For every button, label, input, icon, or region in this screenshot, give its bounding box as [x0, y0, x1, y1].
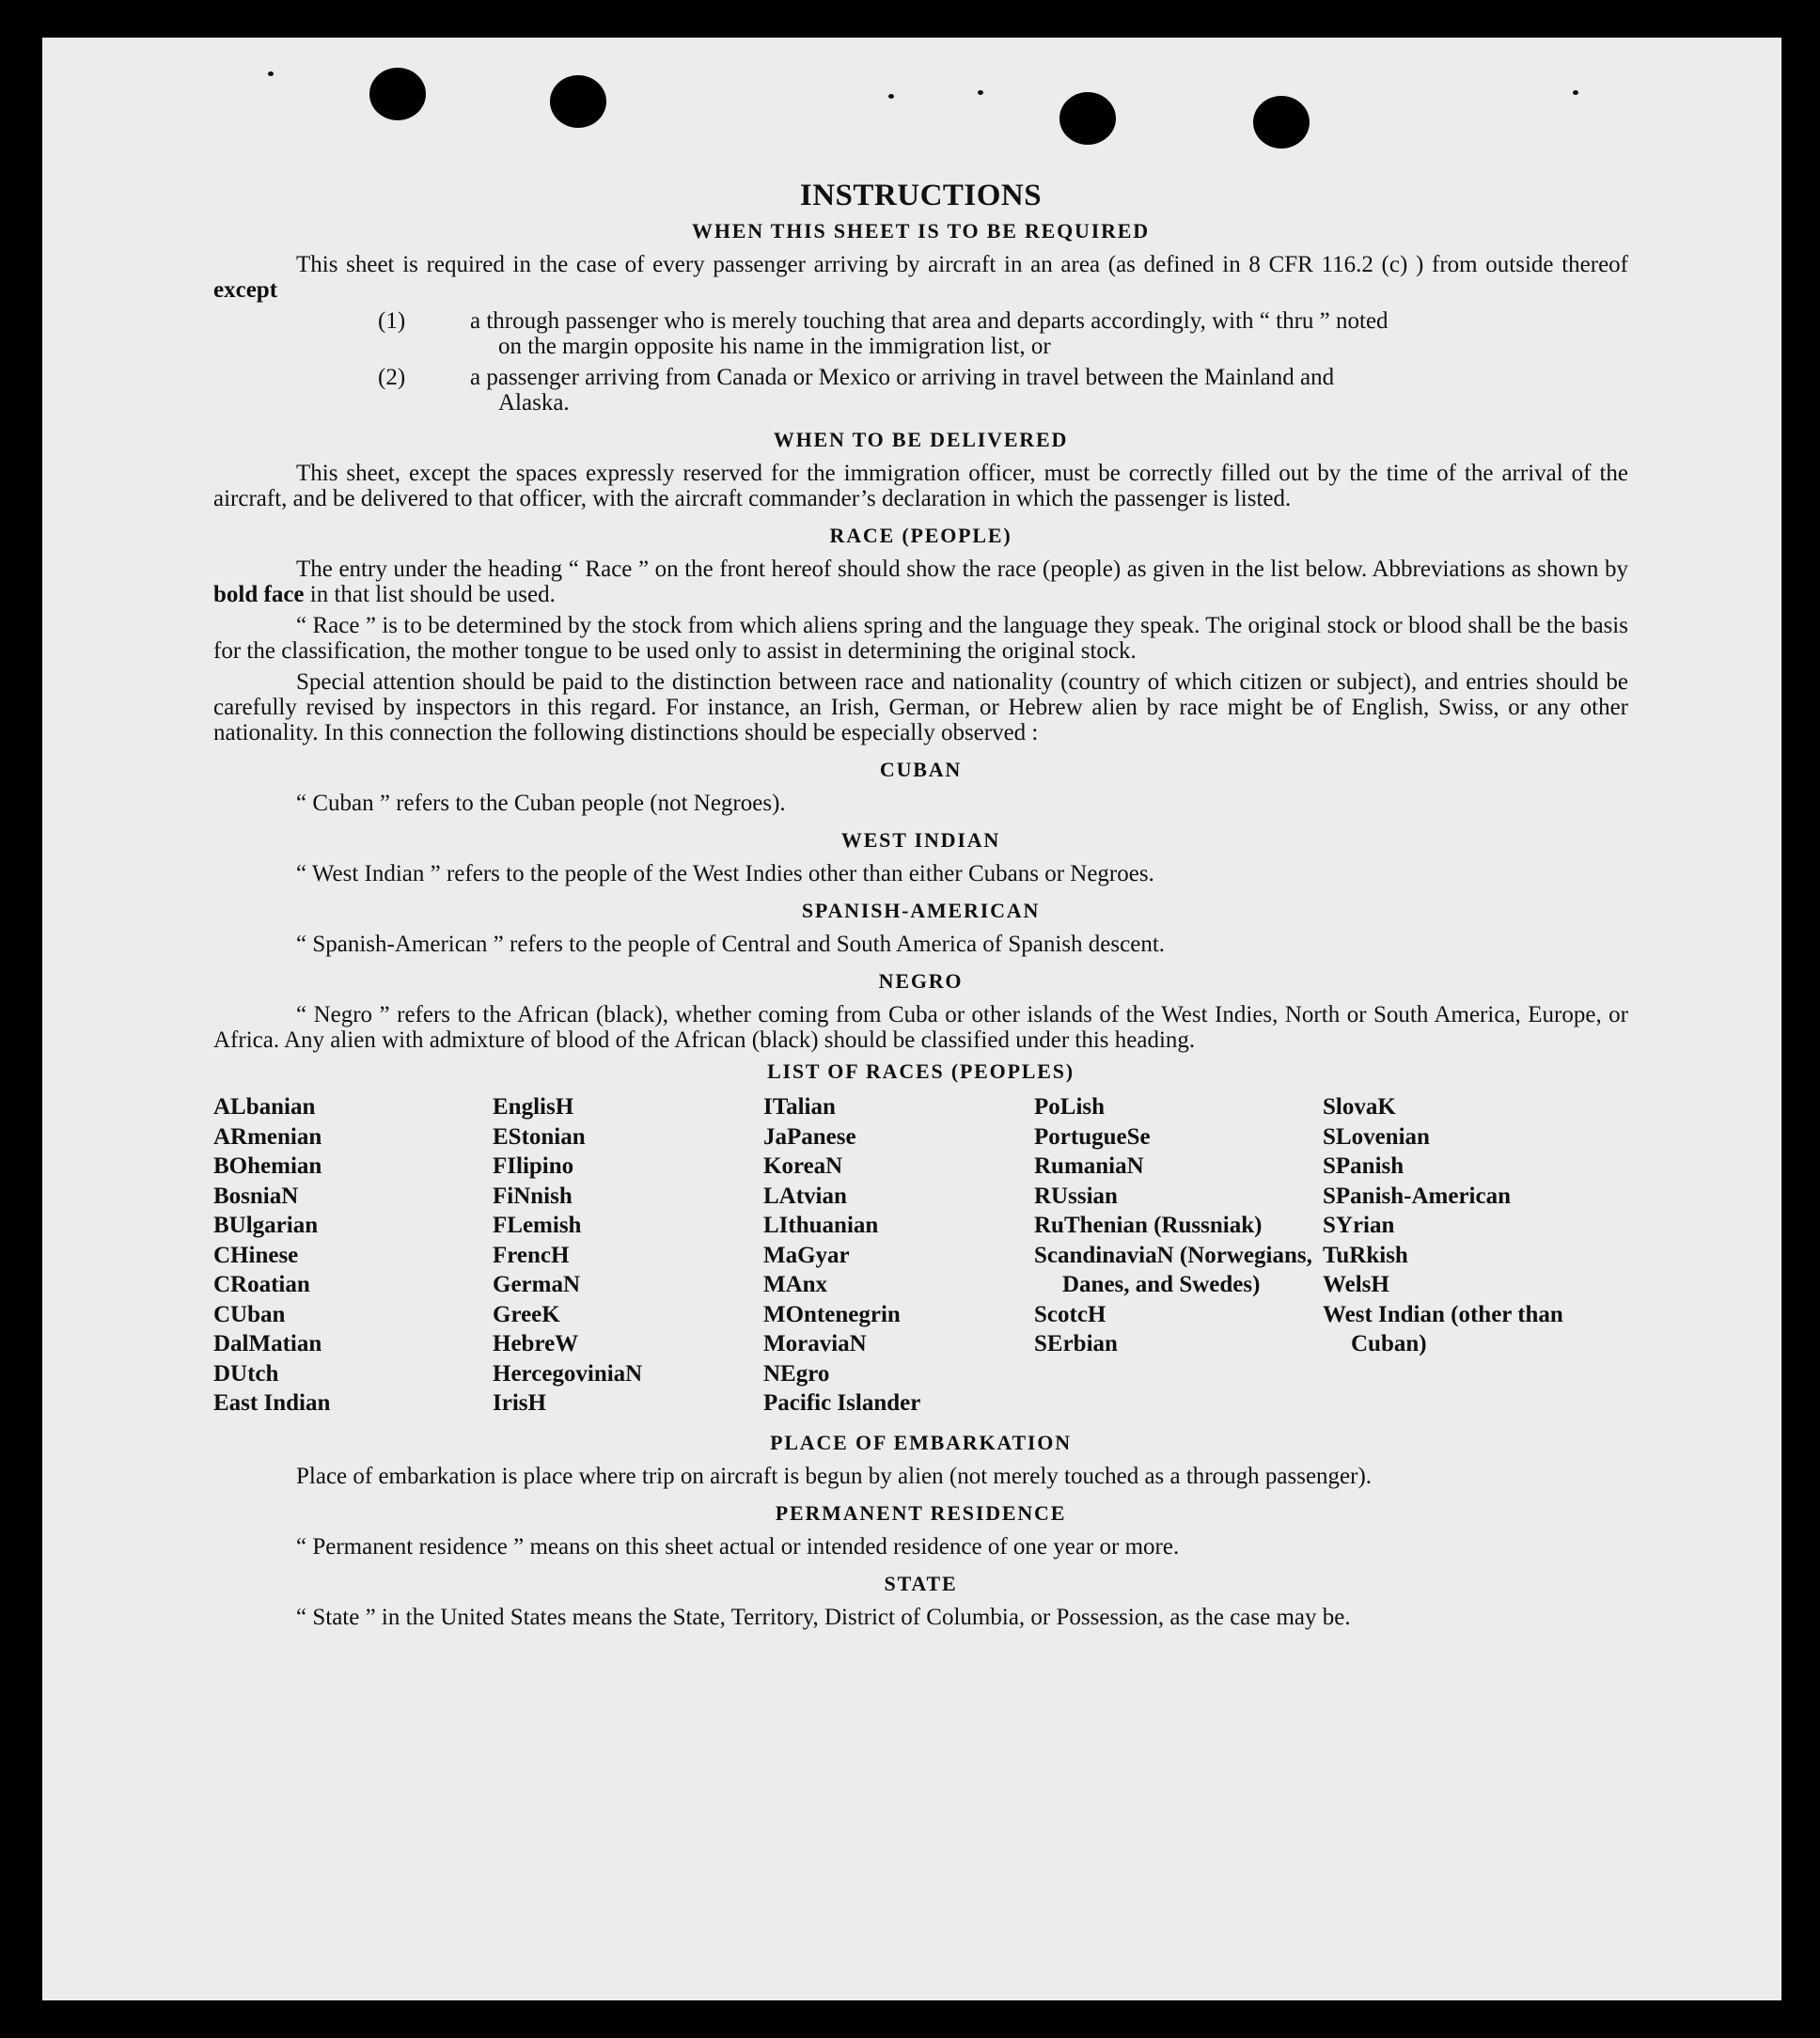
race-entry: HebreW	[493, 1331, 579, 1356]
speck	[1573, 90, 1578, 95]
race-entry: SErbian	[1034, 1331, 1118, 1356]
race-entry: ITalian	[763, 1094, 836, 1120]
race-entry: FIlipino	[493, 1153, 574, 1179]
spanish-american-text: “ Spanish-American ” refers to the people of Central and South America of Spanish descent.	[296, 932, 1166, 957]
race-column-5	[1323, 1092, 1628, 1419]
race-entry: ScotcH	[1034, 1301, 1106, 1327]
race-entry: DalMatian	[213, 1331, 322, 1356]
race-entry: RuThenian (Russniak)	[1034, 1213, 1263, 1238]
west-indian-text: “ West Indian ” refers to the people of the West Indies other than either Cubans or Negroes.	[296, 861, 1154, 886]
race-entry: CHinese	[213, 1242, 299, 1268]
section-heading-race: RACE (PEOPLE)	[829, 524, 1012, 547]
section-heading-negro: NEGRO	[878, 969, 964, 993]
section-heading-spanish-american: SPANISH-AMERICAN	[801, 899, 1041, 922]
race-entry: HercegoviniaN	[493, 1360, 643, 1387]
race-entry: KoreaN	[763, 1153, 843, 1179]
negro-text: “ Negro ” refers to the African (black), whether coming from Cuba or other islands of the West Indies, North or South America, Europe, or Africa. Any alien with admixture of blood of the African (black) should be classified under this heading.	[213, 1002, 1628, 1053]
race-entry: IrisH	[493, 1390, 546, 1416]
race-entry: FLemish	[493, 1213, 582, 1238]
race-entry: EStonian	[493, 1123, 586, 1150]
punch-hole	[369, 68, 426, 120]
race-entry: RUssian	[1034, 1183, 1118, 1209]
race-entry: SYrian	[1323, 1213, 1395, 1238]
required-intro: This sheet is required in the case of every passenger arriving by aircraft in an area (as defined in 8 CFR 116.2 (c) ) from outside thereof except	[213, 252, 1628, 303]
race-entry: RumaniaN	[1034, 1153, 1144, 1179]
cuban-text: “ Cuban ” refers to the Cuban people (not Negroes).	[296, 791, 786, 816]
race-entry: BOhemian	[213, 1153, 322, 1179]
race-list	[213, 1092, 1628, 1419]
race-entry: ALbanian	[213, 1094, 316, 1120]
delivered-text: This sheet, except the spaces expressly reserved for the immigration officer, must be correctly filled out by the time of the arrival of the aircraft, and be delivered to that officer, with the aircraft commander’s declaration in which the passenger is listed.	[213, 461, 1628, 511]
punch-hole	[1253, 96, 1310, 149]
race-entry: LIthuanian	[763, 1213, 879, 1238]
section-heading-embarkation: PLACE OF EMBARKATION	[770, 1430, 1072, 1454]
exception-item-2: (2) a passenger arriving from Canada or Mexico or arriving in travel between the Mainland and Alaska.	[378, 365, 1335, 415]
race-entry: PortugueSe	[1034, 1123, 1151, 1150]
race-entry: DUtch	[213, 1360, 279, 1387]
race-entry: SPanish	[1323, 1153, 1404, 1179]
race-entry: ARmenian	[213, 1123, 322, 1150]
race-paragraph-1: The entry under the heading “ Race ” on the front hereof should show the race (people) as given in the list below. Abbreviations as shown by bold face in that list should be used.	[213, 557, 1628, 607]
race-column-2	[493, 1092, 763, 1419]
race-entry: MaGyar	[763, 1242, 850, 1268]
race-column-3	[763, 1092, 1034, 1419]
speck	[888, 94, 894, 99]
race-entry: MOntenegrin	[763, 1301, 901, 1327]
race-entry: CRoatian	[213, 1272, 310, 1297]
speck	[268, 71, 274, 76]
section-heading-delivered: WHEN TO BE DELIVERED	[773, 428, 1069, 451]
race-entry: NEgro	[763, 1360, 830, 1387]
race-entry: BUlgarian	[213, 1213, 319, 1238]
document-page	[42, 38, 1781, 2000]
residence-text: “ Permanent residence ” means on this sheet actual or intended residence of one year or more.	[296, 1533, 1180, 1560]
state-text: “ State ” in the United States means the State, Territory, District of Columbia, or Possession, as the case may be.	[296, 1604, 1351, 1630]
race-entry: Pacific Islander	[763, 1390, 921, 1416]
race-entry: FrencH	[493, 1242, 570, 1268]
race-column-1	[213, 1092, 493, 1419]
speck	[978, 90, 983, 95]
race-entry: FiNnish	[493, 1183, 573, 1209]
race-entry: SLovenian	[1323, 1123, 1430, 1150]
race-column-4	[1034, 1092, 1323, 1419]
page-title: INSTRUCTIONS	[799, 179, 1043, 212]
race-entry: West Indian (other than Cuban)	[1323, 1301, 1563, 1356]
exception-item-1: (1) a through passenger who is merely touching that area and departs accordingly, with “ thru ” noted on the margin opposite his name in the immigration list, or	[378, 308, 1389, 359]
race-entry: LAtvian	[763, 1183, 847, 1209]
section-heading-cuban: CUBAN	[879, 758, 963, 781]
instructions-body	[213, 177, 1628, 1636]
race-entry: BosniaN	[213, 1183, 299, 1209]
race-entry: MAnx	[763, 1272, 828, 1297]
race-entry: SPanish-American	[1323, 1183, 1511, 1209]
race-paragraph-2: “ Race ” is to be determined by the stock from which aliens spring and the language they speak. The original stock or blood shall be the basis for the classification, the mother tongue to be used only to assist in determining the original stock.	[213, 613, 1628, 664]
race-entry: WelsH	[1323, 1272, 1389, 1297]
race-entry: PoLish	[1034, 1094, 1106, 1120]
race-entry: CUban	[213, 1301, 286, 1327]
race-paragraph-3: Special attention should be paid to the distinction between race and nationality (country of which citizen or subject), and entries should be carefully revised by inspectors in this regard. For instance, an Irish, German, or Hebrew alien by race might be of English, Swiss, or any other nationality. In this connection the following distinctions should be especially observed :	[213, 669, 1628, 745]
race-entry: SlovaK	[1323, 1094, 1396, 1120]
section-heading-west-indian: WEST INDIAN	[840, 828, 1001, 852]
race-entry: GermaN	[493, 1272, 581, 1297]
race-entry: MoraviaN	[763, 1331, 867, 1356]
race-entry: TuRkish	[1323, 1242, 1408, 1268]
section-heading-required: WHEN THIS SHEET IS TO BE REQUIRED	[692, 219, 1150, 243]
punch-hole	[1059, 92, 1116, 145]
section-heading-list: LIST OF RACES (PEOPLES)	[767, 1059, 1075, 1083]
section-heading-state: STATE	[884, 1571, 958, 1595]
punch-hole	[550, 75, 606, 128]
race-entry: ScandinaviaN (Norwegians, Danes, and Swedes)	[1034, 1242, 1312, 1297]
race-entry: GreeK	[493, 1301, 560, 1327]
race-entry: JaPanese	[763, 1123, 856, 1150]
section-heading-residence: PERMANENT RESIDENCE	[775, 1500, 1067, 1525]
race-entry: East Indian	[213, 1390, 331, 1416]
race-entry: EnglisH	[493, 1094, 574, 1120]
embarkation-text: Place of embarkation is place where trip on aircraft is begun by alien (not merely touched as a through passenger).	[296, 1463, 1373, 1489]
